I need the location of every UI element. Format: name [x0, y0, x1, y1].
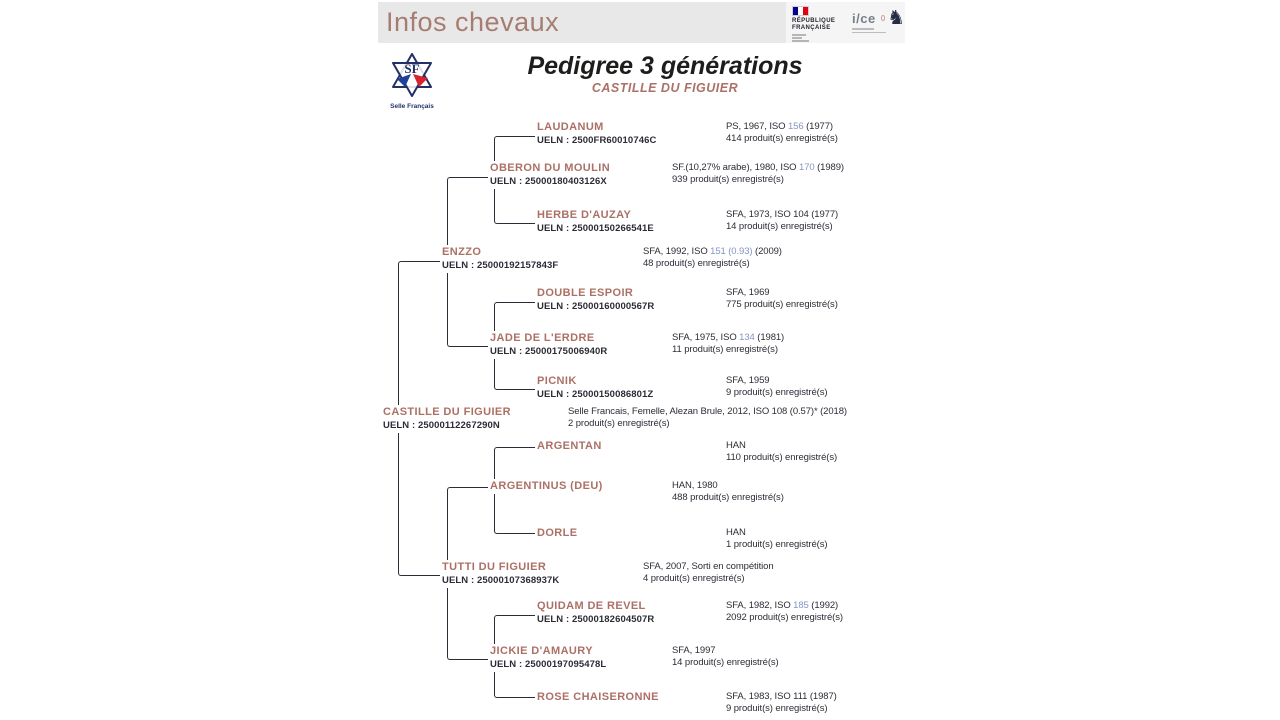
horse-info-line2: 4 produit(s) enregistré(s) — [643, 573, 745, 584]
horse-info-line2: 1 produit(s) enregistré(s) — [726, 539, 828, 550]
gov-logo-line2: FRANÇAISE — [792, 25, 831, 31]
iso-index-value: 170 — [799, 162, 815, 173]
pedigree-node-picnik — [537, 374, 657, 402]
horse-info-line1: SFA, 1969 — [726, 287, 770, 298]
horse-info-line2: 2092 produit(s) enregistré(s) — [726, 612, 843, 623]
horse-name-link[interactable]: JADE DE L'ERDRE — [490, 332, 595, 344]
horse-info-laudanum — [726, 121, 838, 145]
pedigree-node-jickie — [490, 644, 610, 672]
pedigree-node-argentinus — [490, 479, 607, 494]
horse-info-line1: SFA, 2007, Sorti en compétition — [643, 561, 774, 572]
horse-name-link[interactable]: DORLE — [537, 527, 578, 539]
horse-info-line2: 14 produit(s) enregistré(s) — [726, 221, 833, 232]
horse-info-line2: 488 produit(s) enregistré(s) — [672, 492, 784, 503]
horse-name-link[interactable]: DOUBLE ESPOIR — [537, 287, 634, 299]
horse-info-jickie — [672, 645, 779, 669]
horse-info-line2: 9 produit(s) enregistré(s) — [726, 387, 828, 398]
horse-ueln: UELN : 25000112267290N — [383, 420, 500, 431]
horse-head-icon: ♞ — [887, 10, 905, 29]
horse-ueln: UELN : 25000175006940R — [490, 346, 608, 357]
horse-info-line1: SFA, 1992, ISO 151 (0.93) (2009) — [643, 246, 782, 257]
gov-logo-line1: RÉPUBLIQUE — [792, 18, 836, 24]
horse-info-line2: 2 produit(s) enregistré(s) — [568, 418, 670, 429]
horse-info-line1: SFA, 1983, ISO 111 (1987) — [726, 691, 837, 702]
horse-name-link[interactable]: TUTTI DU FIGUIER — [442, 561, 547, 573]
horse-info-line1: SFA, 1997 — [672, 645, 716, 656]
iso-index-value: 185 — [793, 600, 809, 611]
pedigree-node-double_espoir — [537, 286, 658, 314]
horse-info-jade — [672, 332, 784, 356]
horse-info-line1: SFA, 1973, ISO 104 (1977) — [726, 209, 839, 220]
horse-info-line2: 14 produit(s) enregistré(s) — [672, 657, 779, 668]
pedigree-node-enzzo — [442, 245, 562, 273]
horse-name-link[interactable]: ARGENTINUS (DEU) — [490, 480, 603, 492]
horse-info-line2: 9 produit(s) enregistré(s) — [726, 703, 828, 714]
horse-ueln: UELN : 25000160000567R — [537, 301, 655, 312]
horse-info-line2: 939 produit(s) enregistré(s) — [672, 174, 784, 185]
horse-ueln: UELN : 25000197095478L — [490, 659, 607, 670]
horse-info-line1: SF.(10,27% arabe), 1980, ISO 170 (1989) — [672, 162, 844, 173]
iso-index-value: 151 (0.93) — [710, 246, 753, 257]
horse-info-line1: SFA, 1975, ISO 134 (1981) — [672, 332, 785, 343]
pedigree-node-quidam — [537, 599, 658, 627]
horse-info-line1: Selle Francais, Femelle, Alezan Brule, 2012, ISO 108 (0.57)* (2018) — [568, 406, 847, 417]
pedigree-node-rose — [537, 690, 663, 705]
horse-info-castille — [568, 406, 847, 430]
horse-info-line2: 775 produit(s) enregistré(s) — [726, 299, 838, 310]
horse-info-line1: SFA, 1959 — [726, 375, 770, 386]
pedigree-node-dorle — [537, 526, 582, 541]
horse-name-link[interactable]: PICNIK — [537, 375, 577, 387]
horse-info-tutti — [643, 561, 774, 585]
horse-info-line1: HAN, 1980 — [672, 480, 718, 491]
pedigree-node-tutti — [442, 560, 563, 588]
pedigree-node-argentan — [537, 439, 606, 454]
iso-index-value: 134 — [739, 332, 755, 343]
horse-info-picnik — [726, 375, 827, 399]
horse-name-link[interactable]: HERBE D'AUZAY — [537, 209, 632, 221]
horse-info-double_espoir — [726, 287, 838, 311]
horse-name-link[interactable]: OBERON DU MOULIN — [490, 162, 611, 174]
horse-info-line1: PS, 1967, ISO 156 (1977) — [726, 121, 833, 132]
horse-info-quidam — [726, 600, 843, 624]
horse-info-oberon — [672, 162, 844, 186]
sf-logo-caption: Selle Français — [390, 103, 434, 110]
horse-name-link[interactable]: ROSE CHAISERONNE — [537, 691, 659, 703]
horse-ueln: UELN : 25000107368937K — [442, 575, 560, 586]
horse-info-line2: 110 produit(s) enregistré(s) — [726, 452, 838, 463]
horse-info-enzzo — [643, 246, 782, 270]
pedigree-node-laudanum — [537, 120, 660, 148]
iso-index-value: 156 — [787, 121, 804, 132]
horse-info-line2: 414 produit(s) enregistré(s) — [726, 133, 838, 144]
page-title: Pedigree 3 générations — [527, 52, 803, 80]
horse-info-argentinus — [672, 480, 784, 504]
horse-ueln: UELN : 25000180403126X — [490, 176, 607, 187]
page-subtitle: CASTILLE DU FIGUIER — [591, 81, 739, 95]
horse-ueln: UELN : 25000182604507R — [537, 614, 655, 625]
horse-info-rose — [726, 691, 837, 715]
ifce-logo-text: i/ce — [852, 10, 876, 26]
pedigree-node-herbe — [537, 208, 658, 236]
horse-info-line1: SFA, 1982, ISO 185 (1992) — [726, 600, 839, 611]
horse-ueln: UELN : 25000150086801Z — [537, 389, 654, 400]
horse-info-herbe — [726, 209, 838, 233]
horse-info-line1: HAN — [726, 527, 746, 538]
horse-name-link[interactable]: JICKIE D'AMAURY — [490, 645, 593, 657]
horse-info-line2: 48 produit(s) enregistré(s) — [643, 258, 750, 269]
horse-info-line1: HAN — [726, 440, 746, 451]
horse-name-link[interactable]: LAUDANUM — [537, 121, 604, 133]
horse-name-link[interactable]: ARGENTAN — [537, 440, 602, 452]
horse-ueln: UELN : 25000192157843F — [442, 260, 559, 271]
pedigree-node-oberon — [490, 161, 614, 189]
horse-ueln: UELN : 25000150266541E — [537, 223, 654, 234]
svg-text:SF: SF — [404, 61, 420, 76]
horse-name-link[interactable]: ENZZO — [442, 246, 482, 258]
pedigree-node-jade — [490, 331, 611, 359]
horse-ueln: UELN : 2500FR60010746C — [537, 135, 657, 146]
horse-info-line2: 11 produit(s) enregistré(s) — [672, 344, 778, 355]
horse-name-link[interactable]: QUIDAM DE REVEL — [537, 600, 646, 612]
pedigree-node-castille — [383, 405, 515, 433]
horse-info-dorle — [726, 527, 827, 551]
site-title[interactable]: Infos chevaux — [386, 7, 560, 37]
horse-info-argentan — [726, 440, 837, 464]
horse-name-link[interactable]: CASTILLE DU FIGUIER — [383, 406, 511, 418]
